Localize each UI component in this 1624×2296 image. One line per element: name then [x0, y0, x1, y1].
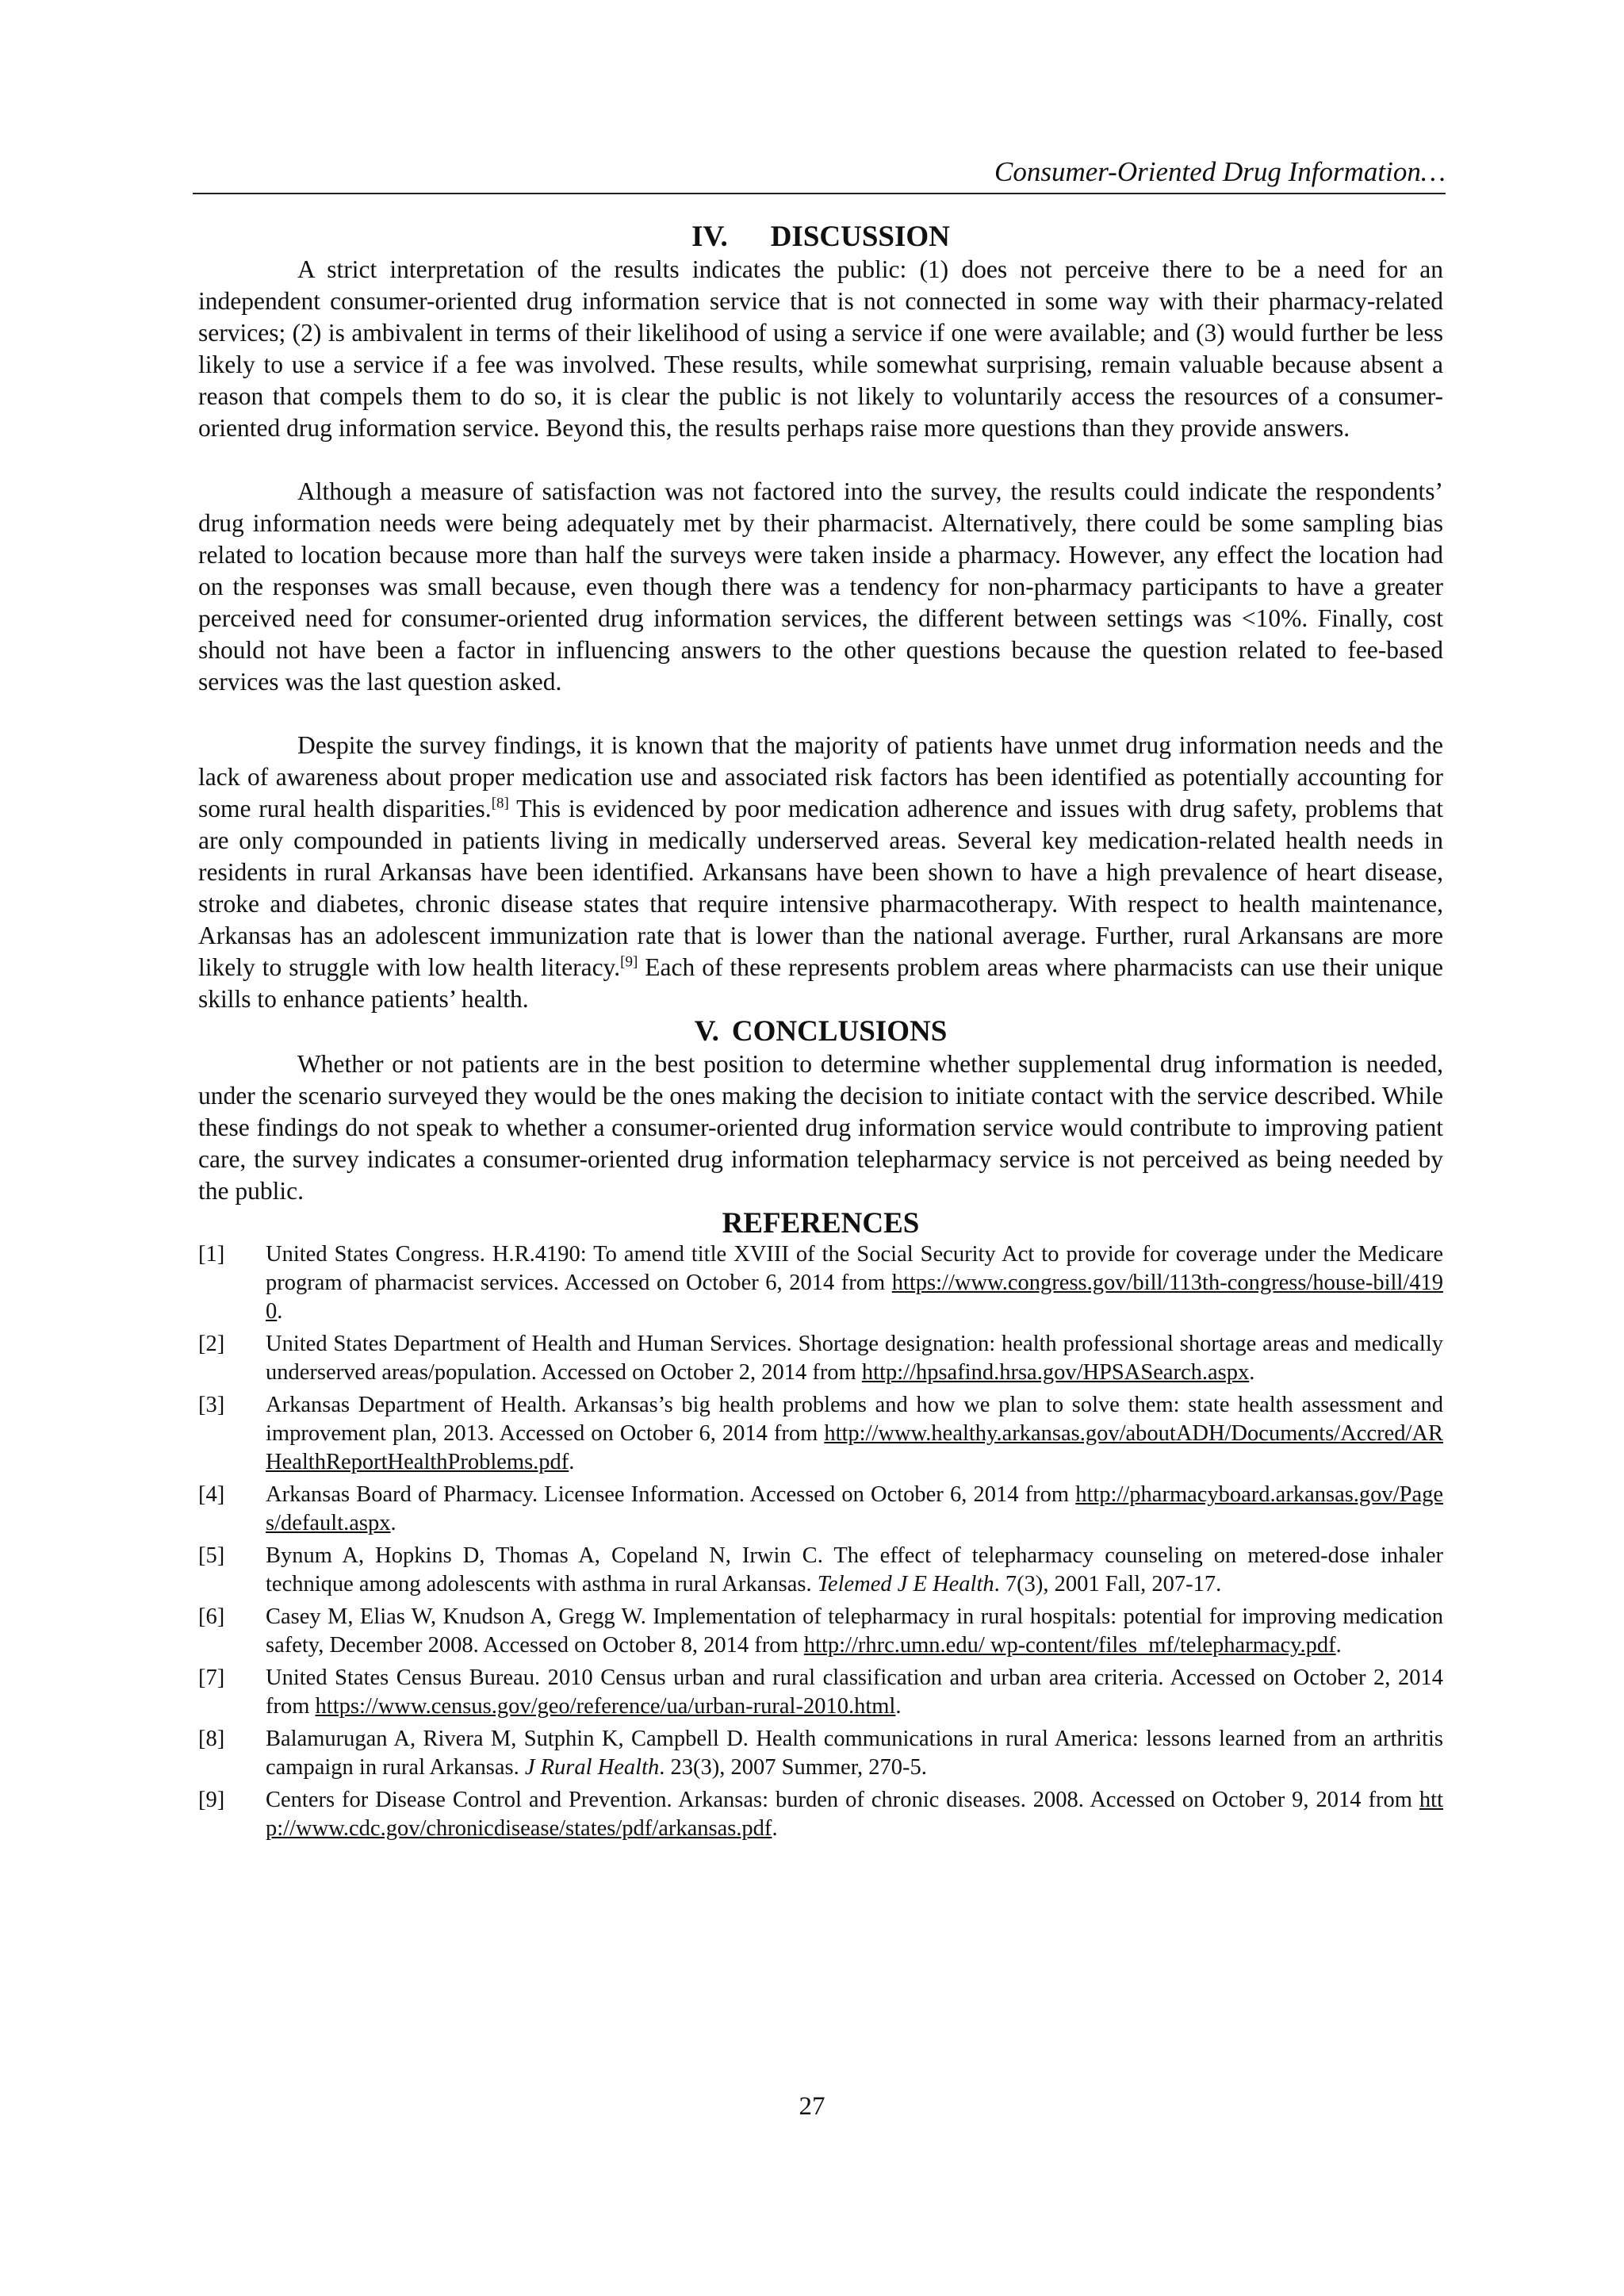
reference-text-end: .	[390, 1511, 396, 1535]
reference-text: United States Department of Health and Human Services. Shortage designation: health professional shortage areas and medically underserved areas/population. Accessed on October 2, 2014 from	[266, 1332, 1443, 1385]
reference-link[interactable]: http://pharmacyboard.arkansas.gov/Pages/default.aspx	[266, 1482, 1443, 1535]
reference-text-end: .	[569, 1450, 575, 1474]
conclusions-paragraph: Whether or not patients are in the best position to determine whether supplemental drug information is needed, under the scenario surveyed they would be the ones making the decision to initiate contact with the service described. While these findings do not speak to whether a consumer-oriented drug information service would contribute to improving patient care, the survey indicates a consumer-oriented drug information telepharmacy service is not perceived as being needed by the public.	[198, 1050, 1443, 1205]
reference-link[interactable]: http://www.cdc.gov/chronicdisease/states/pdf/arkansas.pdf	[266, 1788, 1443, 1841]
reference-text: United States Congress. H.R.4190: To amend title XVIII of the Social Security Act to provide for coverage under the Medicare program of pharmacist services. Accessed on October 6, 2014 from	[266, 1242, 1443, 1295]
reference-item	[198, 1603, 1443, 1660]
reference-number: [2]	[198, 1332, 225, 1356]
reference-text-end: .	[1335, 1633, 1342, 1658]
reference-text: Arkansas Board of Pharmacy. Licensee Information. Accessed on October 6, 2014 from	[266, 1482, 1076, 1507]
reference-text-end: .	[895, 1694, 902, 1719]
reference-text-end: . 7(3), 2001 Fall, 207-17.	[994, 1572, 1222, 1596]
conclusions-number: V.	[694, 1015, 719, 1048]
page-number: 27	[799, 2092, 825, 2121]
header-rule	[193, 193, 1446, 194]
reference-link[interactable]: https://www.census.gov/geo/reference/ua/urban-rural-2010.html	[315, 1694, 896, 1719]
paragraph-3-text-c: Each of these represents problem areas where pharmacists can use their unique skills to enhance patients’ health.	[198, 953, 1443, 1013]
paragraph-3-text-a: Despite the survey findings, it is known that the majority of patients have unmet drug information needs and the lack of awareness about proper medication use and associated risk factors has been identified as potentially accounting for some rural health disparities.	[198, 731, 1443, 822]
reference-journal: Telemed J E Health	[817, 1572, 994, 1596]
conclusions-title: CONCLUSIONS	[731, 1015, 948, 1048]
reference-number: [5]	[198, 1543, 225, 1568]
discussion-heading	[198, 220, 1443, 254]
discussion-paragraph-1: A strict interpretation of the results indicates the public: (1) does not perceive there to be a need for an independent consumer-oriented drug information service that is not connected in some way with their pharmacy-related services; (2) is ambivalent in terms of their likelihood of using a service if one were available; and (3) would further be less likely to use a service if a fee was involved. These results, while somewhat surprising, remain valuable because absent a reason that compels them to do so, it is clear the public is not likely to voluntarily access the resources of a consumer-oriented drug information service. Beyond this, the results perhaps raise more questions than they provide answers.	[198, 255, 1443, 442]
running-head: Consumer-Oriented Drug Information…	[994, 156, 1446, 187]
reference-link[interactable]: http://www.healthy.arkansas.gov/aboutADH/Documents/Accred/ARHealthReportHealthProblems.pdf	[266, 1421, 1443, 1474]
reference-item	[198, 1725, 1443, 1782]
reference-list	[198, 1240, 1443, 1843]
reference-number: [8]	[198, 1727, 225, 1751]
discussion-paragraph-3	[198, 730, 1443, 1015]
paragraph-3-text-b: This is evidenced by poor medication adherence and issues with drug safety, problems that are only compounded in patients living in medically underserved areas. Several key medication-related health needs in residents in rural Arkansas have been identified. Arkansans have been shown to have a high prevalence of heart disease, stroke and diabetes, chronic disease states that require intensive pharmacotherapy. With respect to health maintenance, Arkansas has an adolescent immunization rate that is lower than the national average. Further, rural Arkansans are more likely to struggle with low health literacy.	[198, 795, 1443, 981]
reference-number: [4]	[198, 1482, 225, 1507]
reference-item	[198, 1240, 1443, 1326]
conclusions-heading	[198, 1015, 1443, 1048]
reference-number: [3]	[198, 1393, 225, 1417]
reference-link[interactable]: http://rhrc.umn.edu/ wp-content/files_mf/telepharmacy.pdf	[803, 1633, 1336, 1658]
reference-item	[198, 1664, 1443, 1721]
reference-text: Centers for Disease Control and Prevention. Arkansas: burden of chronic diseases. 2008. Accessed on October 9, 2014 from	[266, 1788, 1419, 1812]
citation-9: [9]	[620, 953, 638, 971]
reference-item	[198, 1542, 1443, 1599]
citation-8: [8]	[491, 795, 509, 812]
discussion-paragraph-2: Although a measure of satisfaction was not factored into the survey, the results could indicate the respondents’ drug information needs were being adequately met by their pharmacist. Alternatively, there could be some sampling bias related to location because more than half the surveys were taken inside a pharmacy. However, any effect the location had on the responses was small because, even though there was a tendency for non-pharmacy participants to have a greater perceived need for consumer-oriented drug information services, the different between settings was <10%. Finally, cost should not have been a factor in influencing answers to the other questions because the question related to fee-based services was the last question asked.	[198, 477, 1443, 696]
reference-number: [7]	[198, 1665, 225, 1690]
reference-text-end: .	[772, 1816, 778, 1841]
reference-text-end: .	[1249, 1360, 1255, 1385]
reference-text: Arkansas Department of Health. Arkansas’s big health problems and how we plan to solve them: state health assessment and improvement plan, 2013. Accessed on October 6, 2014 from	[266, 1393, 1443, 1446]
reference-number: [6]	[198, 1604, 225, 1629]
reference-text: Balamurugan A, Rivera M, Sutphin K, Campbell D. Health communications in rural America: lessons learned from an arthritis campaign in rural Arkansas.	[266, 1727, 1443, 1780]
reference-item	[198, 1330, 1443, 1387]
discussion-title: DISCUSSION	[770, 220, 950, 253]
discussion-number: IV.	[691, 220, 728, 253]
reference-item	[198, 1786, 1443, 1843]
reference-text: Bynum A, Hopkins D, Thomas A, Copeland N, Irwin C. The effect of telepharmacy counseling on metered-dose inhaler technique among adolescents with asthma in rural Arkansas.	[266, 1543, 1443, 1596]
reference-item	[198, 1481, 1443, 1538]
reference-item	[198, 1391, 1443, 1477]
reference-journal: J Rural Health	[524, 1755, 660, 1780]
references-heading: REFERENCES	[722, 1207, 920, 1240]
reference-text-end: .	[277, 1299, 283, 1324]
reference-number: [1]	[198, 1242, 225, 1267]
reference-text-end: . 23(3), 2007 Summer, 270-5.	[659, 1755, 927, 1780]
reference-text: United States Census Bureau. 2010 Census urban and rural classification and urban area criteria. Accessed on October 2, 2014 from	[266, 1665, 1443, 1719]
reference-text: Casey M, Elias W, Knudson A, Gregg W. Implementation of telepharmacy in rural hospitals: potential for improving medication safety, December 2008. Accessed on October 8, 2014 from	[266, 1604, 1443, 1658]
reference-link[interactable]: https://www.congress.gov/bill/113th-congress/house-bill/4190	[266, 1271, 1443, 1324]
reference-link[interactable]: http://hpsafind.hrsa.gov/HPSASearch.aspx	[861, 1360, 1250, 1385]
reference-number: [9]	[198, 1788, 225, 1812]
body-text	[198, 220, 1443, 1847]
